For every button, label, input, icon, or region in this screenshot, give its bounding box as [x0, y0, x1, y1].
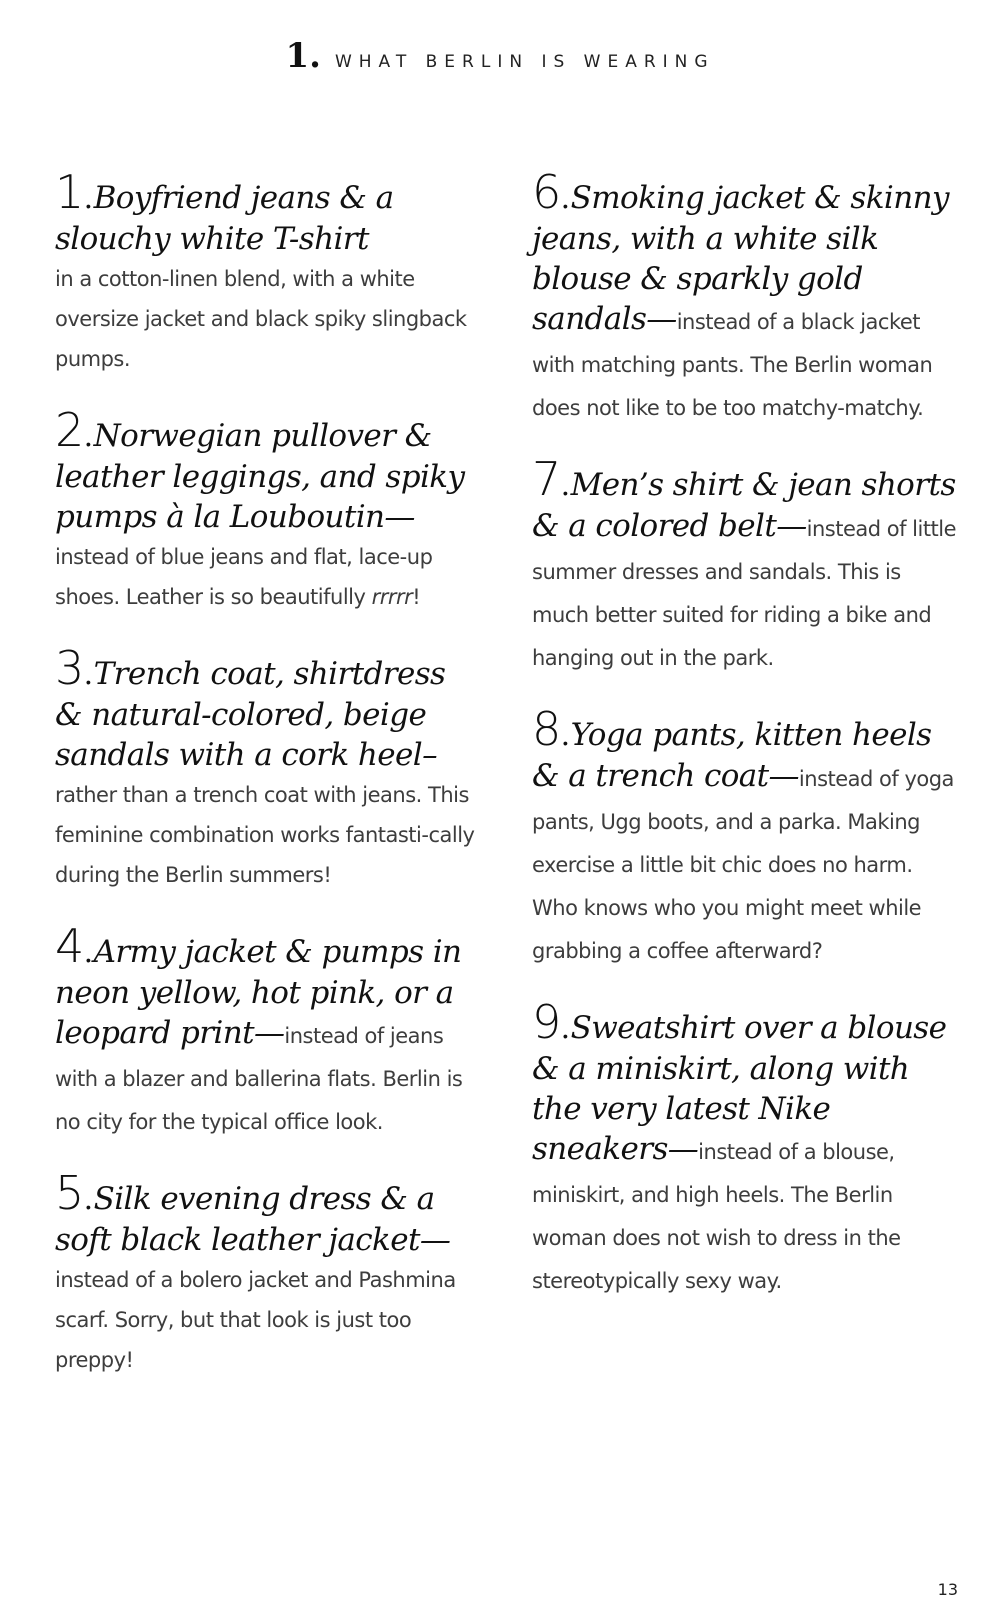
- item-heading: Silk evening dress & a soft black leather jacket—: [55, 1181, 451, 1258]
- list-item-9: 9.Sweatshirt over a blouse & a miniskirt, along with the very latest Nike sneakers—instead of a blouse, miniskirt, and high heels. The Berlin woman does not wish to dress in the stereotypically sexy way.: [532, 995, 947, 1293]
- item-number: 2: [55, 403, 84, 457]
- item-text: instead of a blouse, miniskirt, and high heels. The Berlin woman does not wish to dress in the stereotypically sexy way.: [532, 1140, 901, 1293]
- page-number: 13: [937, 1580, 958, 1599]
- list-item-1: 1.Boyfriend jeans & a slouchy white T-shirt in a cotton-linen blend, with a white oversize jacket and black spiky slingback pumps.: [55, 172, 480, 379]
- item-text-wrap: [55, 537, 480, 617]
- list-item-2: 2.Norwegian pullover & leather leggings, and spiky pumps à la Louboutin— instead of blue jeans and flat, lace-up shoes. Leather is so beautifully rrrrr!: [55, 410, 480, 617]
- list-item-7: 7.Men’s shirt & jean shorts & a colored belt—instead of little summer dresses and sandals. This is much better suited for riding a bike and hanging out in the park.: [532, 452, 957, 670]
- list-item-5: 5.Silk evening dress & a soft black leather jacket— instead of a bolero jacket and Pashmina scarf. Sorry, but that look is just too preppy!: [55, 1173, 480, 1380]
- item-text: instead of a bolero jacket and Pashmina scarf. Sorry, but that look is just too preppy!: [55, 1268, 456, 1372]
- item-text: instead of blue jeans and flat, lace-up shoes. Leather is so beautifully: [55, 545, 433, 609]
- item-heading: Sweatshirt over a blouse & a miniskirt, along with the very latest Nike sneakers—: [532, 1010, 947, 1167]
- item-number: 3: [55, 641, 84, 695]
- item-text: in a cotton-linen blend, with a white oversize jacket and black spiky slingback pumps.: [55, 267, 467, 371]
- running-header: [0, 36, 1000, 76]
- item-number: 7: [532, 452, 561, 506]
- item-number: 4: [55, 919, 84, 973]
- list-item-6: 6.Smoking jacket & skinny jeans, with a white silk blouse & sparkly gold sandals—instead of a black jacket with matching pants. The Berlin woman does not like to be too matchy-matchy.: [532, 165, 949, 420]
- item-text: instead of jeans with a blazer and ballerina flats. Berlin is no city for the typical office look.: [55, 1024, 463, 1134]
- item-text: instead of yoga pants, Ugg boots, and a parka. Making exercise a little bit chic does no harm. Who knows who you might meet while grabbing a coffee afterward?: [532, 767, 954, 963]
- item-number: 6: [532, 165, 561, 219]
- chapter-number: 1.: [285, 36, 321, 76]
- item-heading: Army jacket & pumps in neon yellow, hot pink, or a leopard print—: [55, 934, 462, 1051]
- item-text-end: !: [412, 585, 421, 609]
- item-number: 9: [532, 995, 561, 1049]
- item-heading: Smoking jacket & skinny jeans, with a white silk blouse & sparkly gold sandals—: [532, 180, 949, 337]
- item-heading: Yoga pants, kitten heels & a trench coat—: [532, 717, 932, 794]
- item-text-italic: rrrrr: [371, 585, 413, 609]
- item-heading: Men’s shirt & jean shorts & a colored belt—: [532, 467, 956, 544]
- left-column: [55, 165, 480, 1411]
- item-text: instead of little summer dresses and sandals. This is much better suited for riding a bike and hanging out in the park.: [532, 517, 957, 670]
- item-heading: Norwegian pullover & leather leggings, and spiky pumps à la Louboutin—: [55, 418, 465, 535]
- item-heading: Boyfriend jeans & a slouchy white T-shirt: [55, 180, 394, 257]
- item-number: 5: [55, 1166, 84, 1220]
- list-item-8: 8.Yoga pants, kitten heels & a trench coat—instead of yoga pants, Ugg boots, and a parka. Making exercise a little bit chic does no harm. Who knows who you might meet while grabbing a coffee afterward?: [532, 702, 954, 963]
- item-heading: Trench coat, shirtdress & natural-colored, beige sandals with a cork heel–: [55, 656, 446, 773]
- item-number: 1: [55, 165, 84, 219]
- item-text: rather than a trench coat with jeans. This feminine combination works fantasti-cally during the Berlin summers!: [55, 783, 475, 887]
- item-number: 8: [532, 702, 561, 756]
- chapter-title: WHAT BERLIN IS WEARING: [334, 52, 715, 72]
- list-item-3: 3.Trench coat, shirtdress & natural-colored, beige sandals with a cork heel– rather than a trench coat with jeans. This feminine combination works fantasti-cally during the Berlin summers!: [55, 648, 480, 895]
- item-text: instead of a black jacket with matching pants. The Berlin woman does not like to be too matchy-matchy.: [532, 310, 933, 420]
- right-column: [532, 165, 962, 1332]
- list-item-4: 4.Army jacket & pumps in neon yellow, hot pink, or a leopard print—instead of jeans with a blazer and ballerina flats. Berlin is no city for the typical office look.: [55, 919, 463, 1134]
